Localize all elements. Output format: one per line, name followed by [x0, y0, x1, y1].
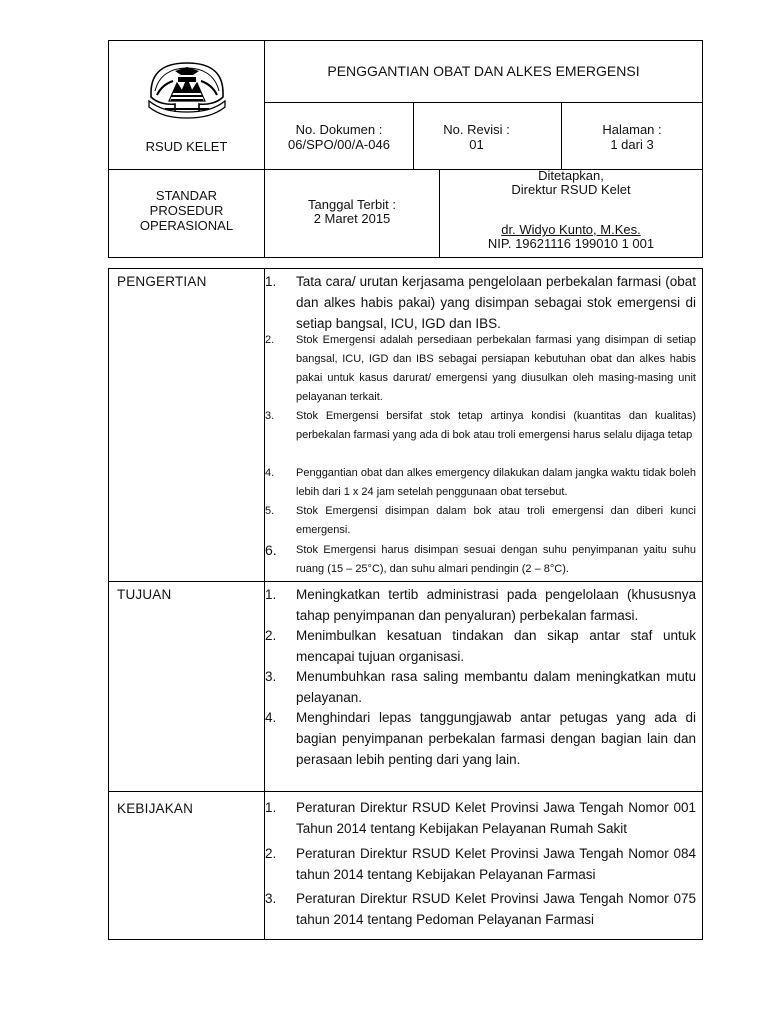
list-item-text: Menumbuhkan rasa saling membantu dalam meningkatkan mutu pelayanan. [296, 669, 696, 705]
list-item-text: Tata cara/ urutan kerjasama pengelolaan perbekalan farmasi (obat dan alkes habis pakai) yang disimpan sebagai stok emergensi di setiap bangsal, ICU, IGD dan IBS. [296, 274, 696, 331]
list-number: 4. [265, 710, 277, 725]
list-number: 4. [265, 467, 275, 479]
list-number: 2. [265, 846, 277, 861]
list-item-text: Stok Emergensi disimpan dalam bok atau troli emergensi dan diberi kunci emergensi. [296, 505, 696, 536]
content-row-divider-2 [109, 791, 702, 792]
list-item-text: Peraturan Direktur RSUD Kelet Provinsi Jawa Tengah Nomor 001 Tahun 2014 tentang Kebijakan Pelayanan Rumah Sakit [296, 800, 696, 836]
list-number: 5. [265, 505, 275, 517]
procedure-content-table [108, 268, 703, 940]
kebijakan-item-1 [265, 797, 695, 839]
list-number: 3. [265, 410, 275, 422]
list-number: 3. [265, 669, 277, 684]
list-number: 6. [265, 542, 277, 558]
tujuan-item-3 [265, 666, 695, 708]
list-number: 1. [265, 274, 277, 289]
list-item-text: Penggantian obat dan alkes emergency dilakukan dalam jangka waktu tidak boleh lebih dari 1 x 24 jam setelah penggunaan obat tersebut. [296, 467, 696, 498]
doc-number-value: 06/SPO/00/A-046 [288, 137, 390, 152]
pengertian-item-6 [265, 541, 695, 579]
list-number: 1. [265, 587, 277, 602]
content-row-divider-1 [109, 581, 702, 582]
issue-date-label: Tanggal Terbit : [308, 197, 396, 212]
section-label-pengertian: PENGERTIAN [117, 274, 207, 289]
approval-line2: Direktur RSUD Kelet [511, 182, 631, 197]
list-item-text: Peraturan Direktur RSUD Kelet Provinsi Jawa Tengah Nomor 084 tahun 2014 tentang Kebijakan Pelayanan Farmasi [296, 846, 696, 882]
director-name: dr. Widyo Kunto, M.Kes. [501, 222, 641, 237]
header-row-divider-1 [264, 102, 702, 103]
page-label: Halaman : [602, 122, 662, 137]
sop-title-line3: OPERASIONAL [139, 218, 234, 233]
list-number: 1. [265, 800, 277, 815]
list-item-text: Peraturan Direktur RSUD Kelet Provinsi Jawa Tengah Nomor 075 tahun 2014 tentang Pedoman Pelayanan Farmasi [296, 891, 696, 927]
list-item-text: Menimbulkan kesatuan tindakan dan sikap antar staf untuk mencapai tujuan organisasi. [296, 628, 696, 664]
list-number: 2. [265, 628, 277, 643]
pengertian-item-3 [265, 407, 695, 464]
document-title: PENGGANTIAN OBAT DAN ALKES EMERGENSI [327, 63, 640, 79]
pengertian-item-1 [265, 271, 695, 334]
page-value: 1 dari 3 [610, 137, 654, 152]
sop-title-line1: STANDAR [155, 188, 218, 203]
doc-number-label: No. Dokumen : [295, 122, 383, 137]
pengertian-item-4 [265, 464, 695, 502]
tujuan-item-2 [265, 625, 695, 667]
pengertian-item-2 [265, 331, 695, 407]
tujuan-item-1 [265, 584, 695, 626]
revision-label: No. Revisi : [443, 122, 510, 137]
tujuan-item-4 [265, 707, 695, 770]
org-name: RSUD KELET [145, 139, 228, 154]
list-number: 2. [265, 334, 275, 346]
list-item-text: Stok Emergensi bersifat stok tetap artinya kondisi (kuantitas dan kualitas) perbekalan farmasi yang ada di bok atau troli emergensi harus selalu dijaga tetap [296, 410, 696, 441]
kebijakan-item-3 [265, 888, 695, 930]
director-nip: NIP. 19621116 199010 1 001 [487, 236, 655, 251]
document-header-table [108, 40, 703, 258]
list-item-text: Menghindari lepas tanggungjawab antar petugas yang ada di bagian penyimpanan perbekalan farmasi dengan bagian lain dan perasaan lebih penting dari yang lain. [296, 710, 696, 767]
issue-date-value: 2 Maret 2015 [313, 211, 391, 226]
kebijakan-item-2 [265, 843, 695, 885]
list-item-text: Stok Emergensi adalah persediaan perbekalan farmasi yang disimpan di setiap bangsal, ICU, IGD dan IBS sebagai persiapan kebutuhan obat dan alkes habis pakai untuk kasus darurat/ emergensi yang diusulkan oleh masing-masing unit pelayanan terkait. [296, 334, 696, 403]
pengertian-item-5 [265, 502, 695, 540]
revision-value: 01 [469, 137, 484, 152]
section-label-kebijakan: KEBIJAKAN [117, 801, 194, 816]
section-label-tujuan: TUJUAN [117, 587, 172, 602]
list-item-text: Meningkatkan tertib administrasi pada pengelolaan (khususnya tahap penyimpanan dan penyaluran) perbekalan farmasi. [296, 587, 696, 623]
sop-title-line2: PROSEDUR [149, 203, 224, 218]
rsud-kelet-logo-icon [145, 57, 229, 127]
list-item-text: Stok Emergensi harus disimpan sesuai dengan suhu penyimpanan yaitu suhu ruang (15 – 25°C), dan suhu almari pendingin (2 – 8°C). [296, 544, 696, 575]
approval-line1: Ditetapkan, [538, 168, 604, 183]
list-number: 3. [265, 891, 277, 906]
